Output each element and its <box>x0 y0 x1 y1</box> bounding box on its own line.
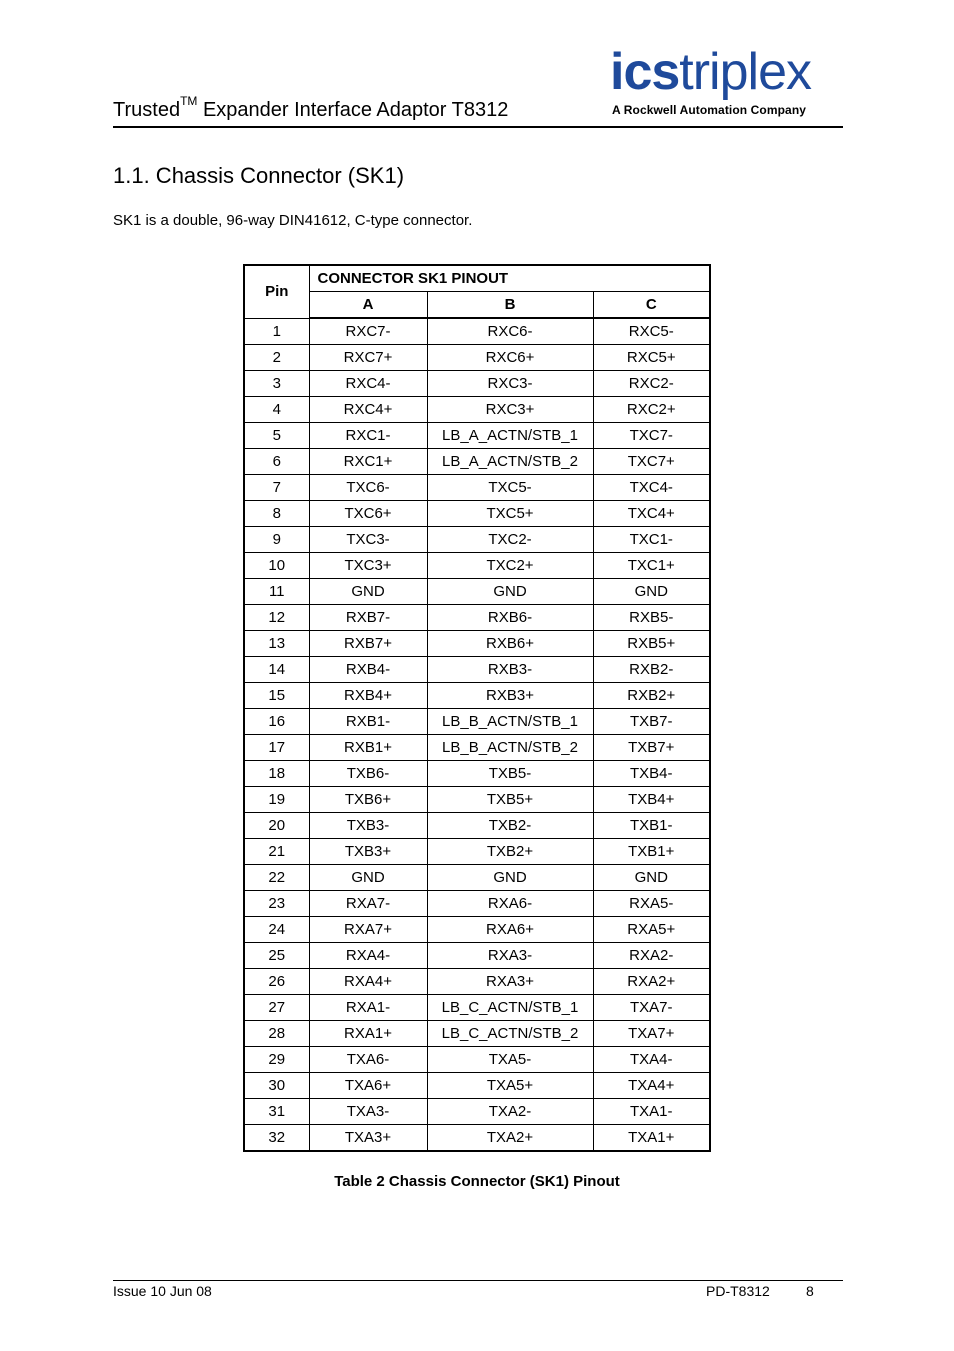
table-row <box>244 1047 710 1073</box>
table-row <box>244 501 710 527</box>
col-a-cell: RXA1- <box>309 995 427 1021</box>
col-b-cell: GND <box>427 865 593 891</box>
col-c-cell: RXA2- <box>593 943 710 969</box>
col-b-cell: LB_A_ACTN/STB_1 <box>427 423 593 449</box>
col-b-cell: RXC6- <box>427 318 593 345</box>
document-header-title <box>113 94 509 122</box>
col-a-cell: TXB3+ <box>309 839 427 865</box>
col-c-cell: TXA7- <box>593 995 710 1021</box>
table-caption: Table 2 Chassis Connector (SK1) Pinout <box>334 1173 620 1190</box>
col-b-cell: RXC3+ <box>427 397 593 423</box>
col-a-cell: RXC1- <box>309 423 427 449</box>
pinout-table-body <box>244 318 710 1151</box>
pin-column-header: Pin <box>244 265 309 318</box>
pin-cell: 23 <box>244 891 309 917</box>
table-row <box>244 1099 710 1125</box>
col-c-cell: RXB5+ <box>593 631 710 657</box>
col-a-cell: TXB6- <box>309 761 427 787</box>
column-header-b: B <box>427 292 593 319</box>
col-b-cell: TXA2+ <box>427 1125 593 1152</box>
footer-issue: Issue 10 Jun 08 <box>113 1283 212 1299</box>
col-c-cell: TXB7- <box>593 709 710 735</box>
pin-cell: 13 <box>244 631 309 657</box>
pin-cell: 20 <box>244 813 309 839</box>
pin-cell: 27 <box>244 995 309 1021</box>
table-row <box>244 969 710 995</box>
pin-cell: 10 <box>244 553 309 579</box>
col-c-cell: TXA7+ <box>593 1021 710 1047</box>
pin-cell: 24 <box>244 917 309 943</box>
col-a-cell: RXC4- <box>309 371 427 397</box>
col-a-cell: RXC7+ <box>309 345 427 371</box>
pin-cell: 16 <box>244 709 309 735</box>
pin-cell: 8 <box>244 501 309 527</box>
table-row <box>244 995 710 1021</box>
col-a-cell: TXB6+ <box>309 787 427 813</box>
col-c-cell: RXB2+ <box>593 683 710 709</box>
col-c-cell: RXA2+ <box>593 969 710 995</box>
pin-cell: 5 <box>244 423 309 449</box>
header-divider <box>113 126 843 128</box>
header-title-suffix: Expander Interface Adaptor T8312 <box>197 99 509 121</box>
col-c-cell: TXC7+ <box>593 449 710 475</box>
col-b-cell: RXB6+ <box>427 631 593 657</box>
col-c-cell: TXB4- <box>593 761 710 787</box>
trademark-superscript: TM <box>180 94 198 109</box>
col-c-cell: TXB1+ <box>593 839 710 865</box>
col-b-cell: RXB3- <box>427 657 593 683</box>
pin-cell: 6 <box>244 449 309 475</box>
table-row <box>244 631 710 657</box>
col-b-cell: TXA5+ <box>427 1073 593 1099</box>
col-c-cell: RXC2+ <box>593 397 710 423</box>
col-a-cell: RXB7- <box>309 605 427 631</box>
table-row <box>244 579 710 605</box>
col-b-cell: LB_B_ACTN/STB_2 <box>427 735 593 761</box>
col-b-cell: TXB2- <box>427 813 593 839</box>
col-c-cell: RXB5- <box>593 605 710 631</box>
pinout-table <box>243 264 711 1152</box>
col-b-cell: TXC2- <box>427 527 593 553</box>
table-row <box>244 345 710 371</box>
pin-cell: 19 <box>244 787 309 813</box>
footer-doc-id: PD-T8312 <box>706 1283 770 1299</box>
col-c-cell: GND <box>593 579 710 605</box>
col-a-cell: TXA6+ <box>309 1073 427 1099</box>
col-a-cell: RXA7- <box>309 891 427 917</box>
ics-triplex-logo <box>610 44 845 120</box>
col-a-cell: TXB3- <box>309 813 427 839</box>
table-row <box>244 371 710 397</box>
col-b-cell: TXB5+ <box>427 787 593 813</box>
table-row <box>244 709 710 735</box>
table-row <box>244 397 710 423</box>
col-a-cell: RXB7+ <box>309 631 427 657</box>
col-a-cell: GND <box>309 865 427 891</box>
pin-cell: 18 <box>244 761 309 787</box>
pin-cell: 12 <box>244 605 309 631</box>
col-b-cell: RXA6+ <box>427 917 593 943</box>
col-a-cell: TXC6- <box>309 475 427 501</box>
col-c-cell: RXA5+ <box>593 917 710 943</box>
col-a-cell: TXA3- <box>309 1099 427 1125</box>
col-c-cell: TXC4+ <box>593 501 710 527</box>
col-a-cell: RXA1+ <box>309 1021 427 1047</box>
table-row <box>244 787 710 813</box>
col-b-cell: RXA3- <box>427 943 593 969</box>
pin-cell: 28 <box>244 1021 309 1047</box>
col-b-cell: RXB3+ <box>427 683 593 709</box>
col-a-cell: RXC1+ <box>309 449 427 475</box>
table-row <box>244 527 710 553</box>
table-row <box>244 475 710 501</box>
pin-cell: 7 <box>244 475 309 501</box>
col-c-cell: GND <box>593 865 710 891</box>
table-row <box>244 605 710 631</box>
pin-cell: 25 <box>244 943 309 969</box>
pin-cell: 32 <box>244 1125 309 1152</box>
col-b-cell: RXC3- <box>427 371 593 397</box>
col-c-cell: TXA4- <box>593 1047 710 1073</box>
col-c-cell: TXA1+ <box>593 1125 710 1152</box>
col-b-cell: GND <box>427 579 593 605</box>
col-b-cell: LB_A_ACTN/STB_2 <box>427 449 593 475</box>
logo-tagline: A Rockwell Automation Company <box>612 103 807 117</box>
col-a-cell: RXA4+ <box>309 969 427 995</box>
col-c-cell: RXB2- <box>593 657 710 683</box>
col-c-cell: RXC2- <box>593 371 710 397</box>
col-a-cell: TXA3+ <box>309 1125 427 1152</box>
col-b-cell: RXA6- <box>427 891 593 917</box>
col-b-cell: TXA2- <box>427 1099 593 1125</box>
table-row <box>244 735 710 761</box>
col-b-cell: RXB6- <box>427 605 593 631</box>
pin-cell: 22 <box>244 865 309 891</box>
pin-cell: 2 <box>244 345 309 371</box>
col-c-cell: RXC5+ <box>593 345 710 371</box>
table-row <box>244 423 710 449</box>
table-row <box>244 1021 710 1047</box>
col-b-cell: RXA3+ <box>427 969 593 995</box>
header-title-prefix: Trusted <box>113 99 181 121</box>
intro-paragraph: SK1 is a double, 96-way DIN41612, C-type connector. <box>113 212 473 229</box>
pin-cell: 31 <box>244 1099 309 1125</box>
table-row <box>244 761 710 787</box>
pin-cell: 21 <box>244 839 309 865</box>
col-a-cell: TXC6+ <box>309 501 427 527</box>
pin-cell: 3 <box>244 371 309 397</box>
col-a-cell: RXB1+ <box>309 735 427 761</box>
column-header-a: A <box>309 292 427 319</box>
logo-ics: ics <box>610 43 680 101</box>
pin-cell: 1 <box>244 318 309 345</box>
col-a-cell: RXB1- <box>309 709 427 735</box>
connector-group-header: CONNECTOR SK1 PINOUT <box>309 265 710 292</box>
table-row <box>244 865 710 891</box>
col-c-cell: TXC4- <box>593 475 710 501</box>
col-a-cell: RXC7- <box>309 318 427 345</box>
col-c-cell: TXB1- <box>593 813 710 839</box>
col-c-cell: TXB7+ <box>593 735 710 761</box>
col-c-cell: RXC5- <box>593 318 710 345</box>
col-b-cell: TXC2+ <box>427 553 593 579</box>
col-a-cell: RXC4+ <box>309 397 427 423</box>
col-c-cell: TXB4+ <box>593 787 710 813</box>
col-b-cell: TXC5- <box>427 475 593 501</box>
col-a-cell: GND <box>309 579 427 605</box>
table-row <box>244 943 710 969</box>
col-b-cell: LB_B_ACTN/STB_1 <box>427 709 593 735</box>
col-a-cell: TXC3- <box>309 527 427 553</box>
col-b-cell: TXC5+ <box>427 501 593 527</box>
col-a-cell: TXA6- <box>309 1047 427 1073</box>
pin-cell: 17 <box>244 735 309 761</box>
table-row <box>244 683 710 709</box>
col-c-cell: TXC1+ <box>593 553 710 579</box>
pin-cell: 30 <box>244 1073 309 1099</box>
table-row <box>244 839 710 865</box>
pin-cell: 14 <box>244 657 309 683</box>
table-row <box>244 1125 710 1152</box>
logo-triplex: triplex <box>679 43 812 101</box>
col-a-cell: RXA7+ <box>309 917 427 943</box>
col-b-cell: TXA5- <box>427 1047 593 1073</box>
pin-cell: 29 <box>244 1047 309 1073</box>
col-c-cell: TXA1- <box>593 1099 710 1125</box>
pin-cell: 4 <box>244 397 309 423</box>
table-row <box>244 917 710 943</box>
pin-cell: 9 <box>244 527 309 553</box>
logo-wordmark <box>610 44 811 100</box>
table-row <box>244 449 710 475</box>
table-row <box>244 657 710 683</box>
pin-cell: 15 <box>244 683 309 709</box>
col-c-cell: TXC7- <box>593 423 710 449</box>
col-c-cell: RXA5- <box>593 891 710 917</box>
pin-cell: 26 <box>244 969 309 995</box>
footer-divider <box>113 1280 843 1281</box>
col-b-cell: TXB2+ <box>427 839 593 865</box>
col-a-cell: RXB4+ <box>309 683 427 709</box>
column-header-c: C <box>593 292 710 319</box>
footer-page-number: 8 <box>806 1283 814 1299</box>
col-a-cell: TXC3+ <box>309 553 427 579</box>
col-b-cell: LB_C_ACTN/STB_1 <box>427 995 593 1021</box>
table-row <box>244 318 710 345</box>
col-b-cell: LB_C_ACTN/STB_2 <box>427 1021 593 1047</box>
col-b-cell: RXC6+ <box>427 345 593 371</box>
table-row <box>244 1073 710 1099</box>
col-a-cell: RXA4- <box>309 943 427 969</box>
table-row <box>244 813 710 839</box>
col-c-cell: TXA4+ <box>593 1073 710 1099</box>
table-row <box>244 891 710 917</box>
table-row <box>244 553 710 579</box>
pin-cell: 11 <box>244 579 309 605</box>
col-c-cell: TXC1- <box>593 527 710 553</box>
section-heading: 1.1. Chassis Connector (SK1) <box>113 163 405 188</box>
col-b-cell: TXB5- <box>427 761 593 787</box>
col-a-cell: RXB4- <box>309 657 427 683</box>
